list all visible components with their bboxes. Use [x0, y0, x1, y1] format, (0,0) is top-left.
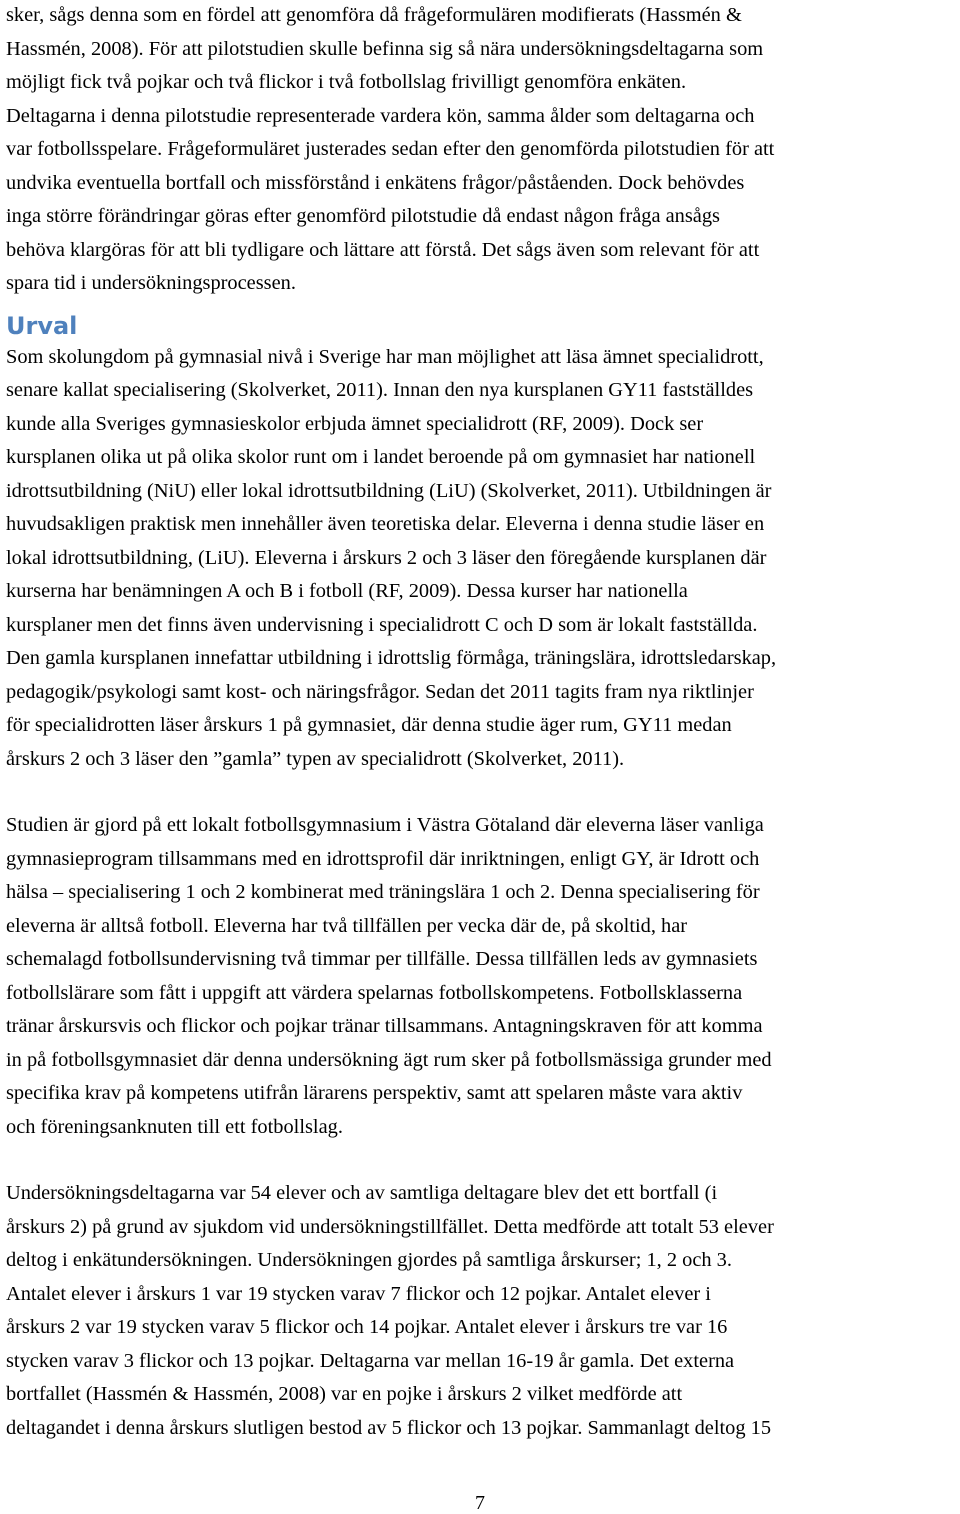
text-line: kursplaner men det finns även undervisning i specialidrott C och D som är lokalt fastställda.: [6, 613, 758, 636]
text-line: stycken varav 3 flickor och 13 pojkar. Deltagarna var mellan 16-19 år gamla. Det externa: [6, 1349, 735, 1372]
text-line: för specialidrotten läser årskurs 1 på gymnasiet, där denna studie äger rum, GY11 medan: [6, 714, 732, 736]
text-line: Undersökningsdeltagarna var 54 elever och av samtliga deltagare blev det ett bortfall (i: [6, 1182, 718, 1204]
text-line: kunde alla Sveriges gymnasieskolor erbjuda ämnet specialidrott (RF, 2009). Dock ser: [6, 412, 704, 435]
paragraph-participants: [6, 1177, 956, 1445]
paragraph-pilot-study: [6, 0, 956, 301]
text-line: var fotbollsspelare. Frågeformuläret justerades sedan efter den genomförda pilotstudien för att: [6, 138, 775, 160]
text-line: in på fotbollsgymnasiet där denna undersökning ägt rum sker på fotbollsmässiga grunder med: [6, 1048, 772, 1071]
text-line: inga större förändringar göras efter genomförd pilotstudie då endast någon fråga ansågs: [6, 205, 720, 227]
text-line: årskurs 2) på grund av sjukdom vid undersökningstillfället. Detta medförde att totalt 53 elever: [6, 1215, 774, 1238]
text-line: spara tid i undersökningsprocessen.: [6, 272, 296, 294]
text-line: sker, sågs denna som en fördel att genomföra då frågeformulären modifierats (Hassmén &: [6, 4, 742, 26]
text-line: deltagandet i denna årskurs slutligen bestod av 5 flickor och 13 pojkar. Sammanlagt deltog 15: [6, 1416, 772, 1439]
text-line: idrottsutbildning (NiU) eller lokal idrottsutbildning (LiU) (Skolverket, 2011). Utbildningen är: [6, 479, 772, 502]
paragraph-gap: [6, 776, 956, 809]
text-line: möjligt fick två pojkar och två flickor i två fotbollslag frivilligt genomföra enkäten.: [6, 71, 687, 93]
text-line: Deltagarna i denna pilotstudie representerade vardera kön, samma ålder som deltagarna och: [6, 104, 755, 127]
text-line: Studien är gjord på ett lokalt fotbollsgymnasium i Västra Götaland där eleverna läser vanliga: [6, 814, 764, 836]
text-line: Den gamla kursplanen innefattar utbildning i idrottslig förmåga, träningslära, idrottsledarskap,: [6, 647, 777, 669]
text-line: lokal idrottsutbildning, (LiU). Eleverna i årskurs 2 och 3 läser den föregående kursplanen där: [6, 546, 767, 569]
paragraph-selection: [6, 341, 956, 777]
text-line: undvika eventuella bortfall och missförstånd i enkätens frågor/påståenden. Dock behövdes: [6, 171, 745, 194]
text-line: kurserna har benämningen A och B i fotboll (RF, 2009). Dessa kurser har nationella: [6, 580, 688, 602]
paragraph-school-context: [6, 809, 956, 1144]
text-line: fotbollslärare som fått i uppgift att värdera spelarnas fotbollskompetens. Fotbollsklasserna: [6, 981, 743, 1004]
text-line: behöva klargöras för att bli tydligare och lättare att förstå. Det sågs även som relevant för att: [6, 238, 760, 261]
text-line: gymnasieprogram tillsammans med en idrottsprofil där inriktningen, enligt GY, är Idrott och: [6, 847, 760, 870]
text-line: kursplanen olika ut på olika skolor runt om i landet beroende på om gymnasiet har nationell: [6, 446, 756, 468]
text-line: tränar årskursvis och flickor och pojkar tränar tillsammans. Antagningskraven för att komma: [6, 1015, 763, 1037]
text-line: specifika krav på kompetens utifrån lärarens perspektiv, samt att spelaren måste vara aktiv: [6, 1082, 743, 1104]
text-line: Antalet elever i årskurs 1 var 19 stycken varav 7 flickor och 12 pojkar. Antalet elever i: [6, 1282, 711, 1305]
section-heading-urval: Urval: [6, 311, 78, 340]
text-line: Som skolungdom på gymnasial nivå i Sverige har man möjlighet att läsa ämnet specialidrott,: [6, 345, 764, 368]
text-line: årskurs 2 var 19 stycken varav 5 flickor och 14 pojkar. Antalet elever i årskurs tre var 16: [6, 1316, 728, 1338]
text-line: hälsa – specialisering 1 och 2 kombinerat med träningslära 1 och 2. Denna specialisering för: [6, 881, 760, 903]
text-line: schemalagd fotbollsundervisning två timmar per tillfälle. Dessa tillfällen leds av gymnasiets: [6, 948, 758, 970]
text-line: senare kallat specialisering (Skolverket, 2011). Innan den nya kursplanen GY11 fastställdes: [6, 379, 754, 401]
text-line: pedagogik/psykologi samt kost- och näringsfrågor. Sedan det 2011 tagits fram nya riktlinjer: [6, 680, 754, 703]
text-line: och föreningsanknuten till ett fotbollslag.: [6, 1115, 343, 1138]
document-page: [6, 0, 956, 1445]
text-line: bortfallet (Hassmén & Hassmén, 2008) var en pojke i årskurs 2 vilket medförde att: [6, 1383, 683, 1405]
text-line: huvudsakligen praktisk men innehåller även teoretiska delar. Eleverna i denna studie läser en: [6, 513, 765, 535]
text-line: eleverna är alltså fotboll. Eleverna har två tillfällen per vecka där de, på skoltid, har: [6, 914, 688, 937]
text-line: årskurs 2 och 3 läser den ”gamla” typen av specialidrott (Skolverket, 2011).: [6, 747, 625, 770]
text-line: deltog i enkätundersökningen. Undersökningen gjordes på samtliga årskurser; 1, 2 och 3.: [6, 1249, 732, 1271]
text-line: Hassmén, 2008). För att pilotstudien skulle befinna sig så nära undersökningsdeltagarna som: [6, 37, 764, 60]
paragraph-gap: [6, 1144, 956, 1177]
page-number: 7: [475, 1492, 485, 1514]
